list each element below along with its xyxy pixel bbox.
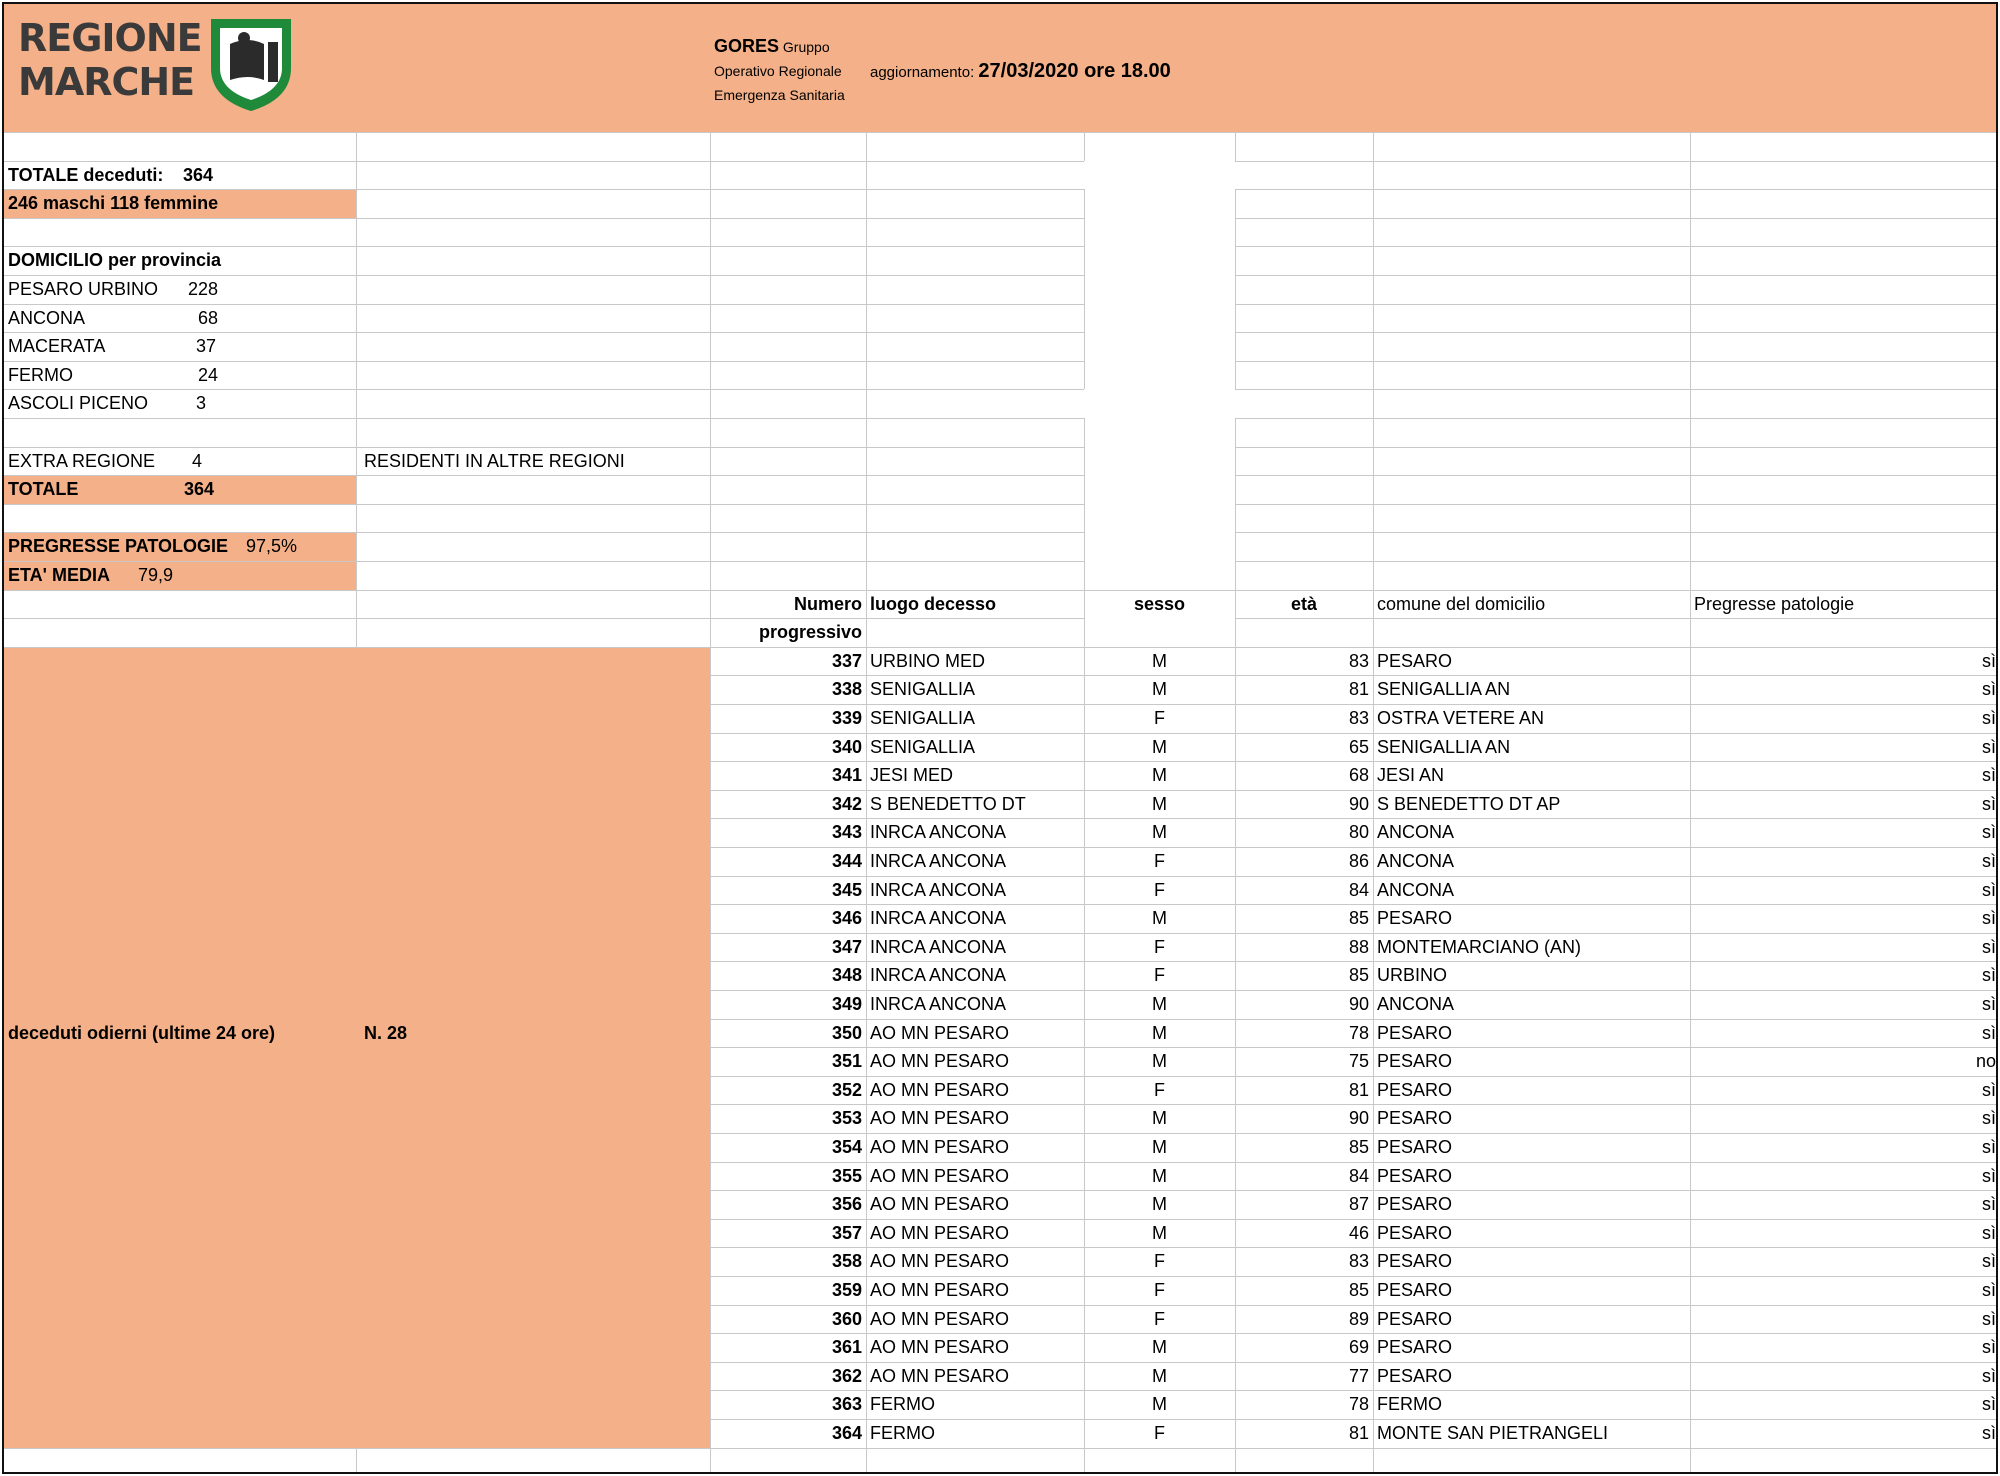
row-numero: 338	[831, 679, 862, 700]
row-comune: JESI AN	[1377, 765, 1445, 786]
row-comune: PESARO	[1377, 1079, 1453, 1100]
row-eta: 83	[1348, 1251, 1369, 1272]
grid-hline	[1235, 161, 1998, 162]
orange-fill-3	[4, 647, 710, 1448]
row-patologie: sì	[1981, 793, 1996, 814]
header-numero: Numero	[793, 593, 862, 614]
row-luogo: AO MN PESARO	[870, 1308, 1010, 1329]
row-comune: OSTRA VETERE AN	[1377, 708, 1545, 728]
row-sesso: M	[1152, 1194, 1167, 1215]
totale-value: 364	[184, 479, 215, 500]
grid-hline	[1235, 275, 1998, 276]
row-comune: S BENEDETTO DT AP	[1377, 793, 1561, 814]
row-patologie: sì	[1981, 1108, 1996, 1129]
grid-hline	[4, 418, 1084, 419]
province-value: 24	[198, 364, 219, 385]
row-luogo: URBINO MED	[870, 650, 986, 671]
row-eta: 84	[1348, 879, 1369, 900]
grid-hline	[4, 504, 1084, 505]
row-luogo: AO MN PESARO	[870, 1022, 1010, 1043]
row-luogo: AO MN PESARO	[870, 1079, 1010, 1100]
row-patologie: sì	[1981, 1337, 1996, 1358]
row-eta: 69	[1348, 1337, 1369, 1358]
row-luogo: AO MN PESARO	[870, 1165, 1010, 1186]
row-luogo: AO MN PESARO	[870, 1108, 1010, 1129]
row-patologie: sì	[1981, 1194, 1996, 1215]
totale-deceduti-value: 364	[183, 164, 214, 185]
row-luogo: INRCA ANCONA	[870, 994, 1007, 1014]
grid-hline	[4, 475, 1084, 476]
logo-line-2: MARCHE	[18, 60, 195, 104]
row-patologie: sì	[1981, 1280, 1996, 1300]
row-eta: 68	[1348, 765, 1369, 786]
row-numero: 361	[831, 1337, 862, 1358]
row-comune: ANCONA	[1377, 879, 1455, 900]
row-eta: 78	[1348, 1394, 1369, 1415]
grid-vline	[356, 1448, 357, 1474]
row-sesso: M	[1152, 1365, 1167, 1386]
row-sesso: F	[1154, 1280, 1165, 1300]
row-comune: PESARO	[1377, 1365, 1453, 1386]
row-numero: 340	[831, 736, 862, 757]
row-eta: 89	[1348, 1308, 1369, 1329]
grid-hline	[1235, 361, 1998, 362]
row-comune: SENIGALLIA AN	[1377, 736, 1511, 757]
row-eta: 80	[1348, 822, 1369, 843]
row-comune: ANCONA	[1377, 822, 1455, 843]
regione-marche-emblem-icon	[208, 18, 294, 112]
grid-vline	[1235, 132, 1236, 161]
row-eta: 90	[1348, 1108, 1369, 1129]
grid-hline	[4, 218, 1084, 219]
row-eta: 85	[1348, 1137, 1369, 1157]
row-sesso: M	[1152, 679, 1167, 700]
header-eta: età	[1290, 593, 1317, 614]
row-luogo: S BENEDETTO DT	[870, 793, 1026, 814]
row-sesso: F	[1154, 936, 1165, 957]
gores-title: GORES	[714, 36, 780, 56]
row-numero: 351	[831, 1051, 862, 1072]
row-sesso: F	[1154, 879, 1165, 900]
grid-hline	[1235, 218, 1998, 219]
grid-hline	[4, 618, 1084, 619]
row-eta: 65	[1348, 736, 1369, 757]
row-patologie: sì	[1981, 1423, 1996, 1443]
header-progressivo: progressivo	[758, 622, 862, 643]
update-timestamp	[870, 60, 1171, 83]
row-numero: 339	[831, 708, 862, 728]
row-patologie: sì	[1981, 736, 1996, 757]
row-sesso: F	[1154, 1423, 1165, 1443]
row-patologie: sì	[1981, 822, 1996, 843]
row-patologie: sì	[1981, 1022, 1996, 1043]
row-patologie: sì	[1981, 1079, 1996, 1100]
row-comune: FERMO	[1377, 1394, 1442, 1415]
row-numero: 358	[831, 1251, 862, 1272]
row-eta: 81	[1348, 679, 1369, 700]
province-name: FERMO	[8, 364, 73, 385]
row-sesso: M	[1152, 736, 1167, 757]
row-sesso: M	[1152, 1137, 1167, 1157]
row-luogo: SENIGALLIA	[870, 708, 976, 728]
row-numero: 355	[831, 1165, 862, 1186]
row-numero: 344	[831, 851, 862, 871]
extra-regione-note: RESIDENTI IN ALTRE REGIONI	[364, 450, 625, 471]
deceduti-odierni-value: N. 28	[364, 1022, 408, 1043]
row-eta: 77	[1348, 1365, 1369, 1386]
row-eta: 84	[1348, 1165, 1369, 1186]
row-numero: 364	[831, 1423, 862, 1443]
row-numero: 353	[831, 1108, 862, 1129]
row-comune: PESARO	[1377, 1165, 1453, 1186]
spreadsheet	[2, 2, 1998, 1474]
row-numero: 362	[831, 1365, 862, 1386]
row-luogo: INRCA ANCONA	[870, 822, 1007, 843]
row-sesso: M	[1152, 1051, 1167, 1072]
row-luogo: INRCA ANCONA	[870, 851, 1007, 871]
row-eta: 88	[1348, 936, 1369, 957]
row-sesso: F	[1154, 708, 1165, 728]
row-eta: 83	[1348, 650, 1369, 671]
row-luogo: INRCA ANCONA	[870, 908, 1007, 929]
row-comune: PESARO	[1377, 1251, 1453, 1272]
row-sesso: M	[1152, 765, 1167, 786]
grid-vline	[1084, 132, 1085, 161]
province-value: 37	[196, 336, 217, 357]
row-patologie: sì	[1981, 1365, 1996, 1386]
row-luogo: AO MN PESARO	[870, 1222, 1010, 1243]
row-comune: PESARO	[1377, 1222, 1453, 1243]
row-comune: PESARO	[1377, 1337, 1453, 1358]
grid-hline	[1235, 561, 1998, 562]
row-luogo: AO MN PESARO	[870, 1251, 1010, 1272]
data-grid	[4, 132, 1998, 1474]
gores-line-3: Emergenza Sanitaria	[714, 87, 845, 103]
row-luogo: AO MN PESARO	[870, 1137, 1010, 1157]
row-numero: 345	[831, 879, 862, 900]
row-eta: 87	[1348, 1194, 1369, 1215]
province-name: PESARO URBINO	[8, 279, 159, 299]
grid-hline	[1235, 246, 1998, 247]
row-eta: 81	[1348, 1423, 1369, 1443]
row-eta: 83	[1348, 708, 1369, 728]
row-eta: 46	[1348, 1222, 1369, 1243]
row-comune: PESARO	[1377, 1022, 1453, 1043]
row-patologie: sì	[1981, 994, 1996, 1014]
province-value: 228	[188, 279, 219, 299]
logo-line-1: REGIONE	[18, 16, 202, 60]
totale-deceduti-label: TOTALE deceduti:	[8, 164, 164, 185]
row-patologie: sì	[1981, 908, 1996, 929]
row-eta: 86	[1348, 851, 1369, 871]
row-numero: 354	[831, 1137, 862, 1157]
row-sesso: M	[1152, 1222, 1167, 1243]
row-sesso: M	[1152, 1337, 1167, 1358]
row-patologie: sì	[1981, 1394, 1996, 1415]
row-patologie: sì	[1981, 879, 1996, 900]
row-luogo: AO MN PESARO	[870, 1051, 1010, 1072]
grid-hline	[4, 1448, 1998, 1449]
row-patologie: sì	[1981, 1251, 1996, 1272]
row-numero: 356	[831, 1194, 862, 1215]
grid-hline	[1235, 504, 1998, 505]
patologie-label: PREGRESSE PATOLOGIE	[8, 536, 229, 557]
row-comune: PESARO	[1377, 650, 1453, 671]
province-name: ASCOLI PICENO	[8, 393, 149, 414]
row-sesso: M	[1152, 822, 1167, 843]
row-patologie: sì	[1981, 765, 1996, 786]
row-numero: 343	[831, 822, 862, 843]
row-patologie: sì	[1981, 936, 1996, 957]
row-numero: 342	[831, 793, 862, 814]
grid-hline	[4, 132, 1998, 133]
update-label: aggiornamento:	[870, 64, 975, 81]
grid-hline	[1235, 304, 1998, 305]
header-patologie: Pregresse patologie	[1694, 593, 1855, 614]
row-sesso: M	[1152, 650, 1167, 671]
row-luogo: SENIGALLIA	[870, 736, 976, 757]
row-luogo: AO MN PESARO	[870, 1337, 1010, 1358]
extra-regione-label: EXTRA REGIONE	[8, 450, 156, 471]
gores-gruppo: Gruppo	[782, 39, 830, 55]
grid-hline	[1235, 418, 1998, 419]
row-numero: 363	[831, 1394, 862, 1415]
regione-marche-logo	[12, 16, 298, 116]
province-value: 68	[198, 307, 219, 328]
row-sesso: F	[1154, 965, 1165, 986]
row-sesso: F	[1154, 1251, 1165, 1272]
eta-media-label: ETA' MEDIA	[8, 565, 110, 585]
patologie-value: 97,5%	[246, 536, 298, 557]
row-sesso: M	[1152, 1394, 1167, 1415]
row-comune: ANCONA	[1377, 994, 1455, 1014]
row-numero: 359	[831, 1280, 862, 1300]
row-numero: 360	[831, 1308, 862, 1329]
row-eta: 90	[1348, 793, 1369, 814]
province-name: ANCONA	[8, 307, 86, 328]
row-numero: 337	[831, 650, 862, 671]
grid-vline	[1235, 189, 1236, 389]
row-sesso: M	[1152, 1022, 1167, 1043]
sesso-breakdown: 246 maschi 118 femmine	[8, 193, 219, 214]
row-comune: PESARO	[1377, 908, 1453, 929]
grid-hline	[1235, 189, 1998, 190]
row-numero: 347	[831, 936, 862, 957]
header-comune: comune del domicilio	[1377, 593, 1546, 614]
grid-hline	[1235, 532, 1998, 533]
grid-vline	[356, 132, 357, 647]
row-luogo: AO MN PESARO	[870, 1194, 1010, 1215]
row-comune: MONTEMARCIANO (AN)	[1377, 936, 1581, 957]
row-sesso: M	[1152, 1165, 1167, 1186]
row-numero: 352	[831, 1079, 862, 1100]
gores-label	[714, 34, 845, 107]
domicilio-title: DOMICILIO per provincia	[8, 250, 222, 271]
row-comune: SENIGALLIA AN	[1377, 679, 1511, 700]
row-eta: 85	[1348, 965, 1369, 986]
header-band	[4, 4, 1998, 132]
grid-hline	[1235, 447, 1998, 448]
header-luogo-decesso: luogo decesso	[870, 593, 997, 614]
row-comune: URBINO	[1377, 965, 1448, 986]
row-luogo: SENIGALLIA	[870, 679, 976, 700]
row-numero: 348	[831, 965, 862, 986]
row-patologie: no	[1975, 1051, 1996, 1072]
row-patologie: sì	[1981, 708, 1996, 728]
row-sesso: M	[1152, 793, 1167, 814]
row-comune: ANCONA	[1377, 851, 1455, 871]
row-numero: 357	[831, 1222, 862, 1243]
row-luogo: AO MN PESARO	[870, 1280, 1010, 1300]
row-numero: 341	[831, 765, 862, 786]
header-sesso: sesso	[1133, 593, 1186, 614]
row-patologie: sì	[1981, 851, 1996, 871]
row-patologie: sì	[1981, 965, 1996, 986]
row-comune: PESARO	[1377, 1194, 1453, 1215]
row-comune: PESARO	[1377, 1108, 1453, 1129]
row-patologie: sì	[1981, 1137, 1996, 1157]
row-luogo: INRCA ANCONA	[870, 879, 1007, 900]
row-patologie: sì	[1981, 1222, 1996, 1243]
grid-vline	[1084, 189, 1085, 389]
gores-line-2: Operativo Regionale	[714, 63, 842, 79]
row-luogo: AO MN PESARO	[870, 1365, 1010, 1386]
row-patologie: sì	[1981, 679, 1996, 700]
row-sesso: F	[1154, 1079, 1165, 1100]
row-sesso: M	[1152, 1108, 1167, 1129]
row-patologie: sì	[1981, 1308, 1996, 1329]
province-value: 3	[196, 393, 207, 414]
grid-hline	[1235, 618, 1998, 619]
row-comune: PESARO	[1377, 1137, 1453, 1157]
row-luogo: FERMO	[870, 1394, 935, 1415]
row-sesso: F	[1154, 851, 1165, 871]
row-sesso: M	[1152, 908, 1167, 929]
grid-hline	[1235, 332, 1998, 333]
row-luogo: INRCA ANCONA	[870, 965, 1007, 986]
eta-media-value: 79,9	[138, 565, 174, 585]
row-eta: 78	[1348, 1022, 1369, 1043]
province-name: MACERATA	[8, 336, 106, 357]
row-patologie: sì	[1981, 650, 1996, 671]
row-comune: PESARO	[1377, 1308, 1453, 1329]
deceduti-odierni-label: deceduti odierni (ultime 24 ore)	[8, 1022, 276, 1043]
row-eta: 90	[1348, 994, 1369, 1014]
row-sesso: M	[1152, 994, 1167, 1014]
row-eta: 85	[1348, 1280, 1369, 1300]
row-comune: MONTE SAN PIETRANGELI	[1377, 1423, 1609, 1443]
grid-hline	[1235, 475, 1998, 476]
row-comune: PESARO	[1377, 1051, 1453, 1072]
row-eta: 81	[1348, 1079, 1369, 1100]
row-sesso: F	[1154, 1308, 1165, 1329]
totale-label: TOTALE	[8, 479, 79, 500]
row-numero: 349	[831, 994, 862, 1014]
row-comune: PESARO	[1377, 1280, 1453, 1300]
row-luogo: JESI MED	[870, 765, 954, 786]
row-patologie: sì	[1981, 1165, 1996, 1186]
row-numero: 346	[831, 908, 862, 929]
extra-regione-value: 4	[192, 450, 203, 471]
row-eta: 75	[1348, 1051, 1369, 1072]
row-numero: 350	[831, 1022, 862, 1043]
update-value: 27/03/2020 ore 18.00	[978, 60, 1171, 82]
row-luogo: FERMO	[870, 1423, 935, 1443]
row-eta: 85	[1348, 908, 1369, 929]
grid-hline	[1235, 389, 1998, 390]
row-luogo: INRCA ANCONA	[870, 936, 1007, 957]
